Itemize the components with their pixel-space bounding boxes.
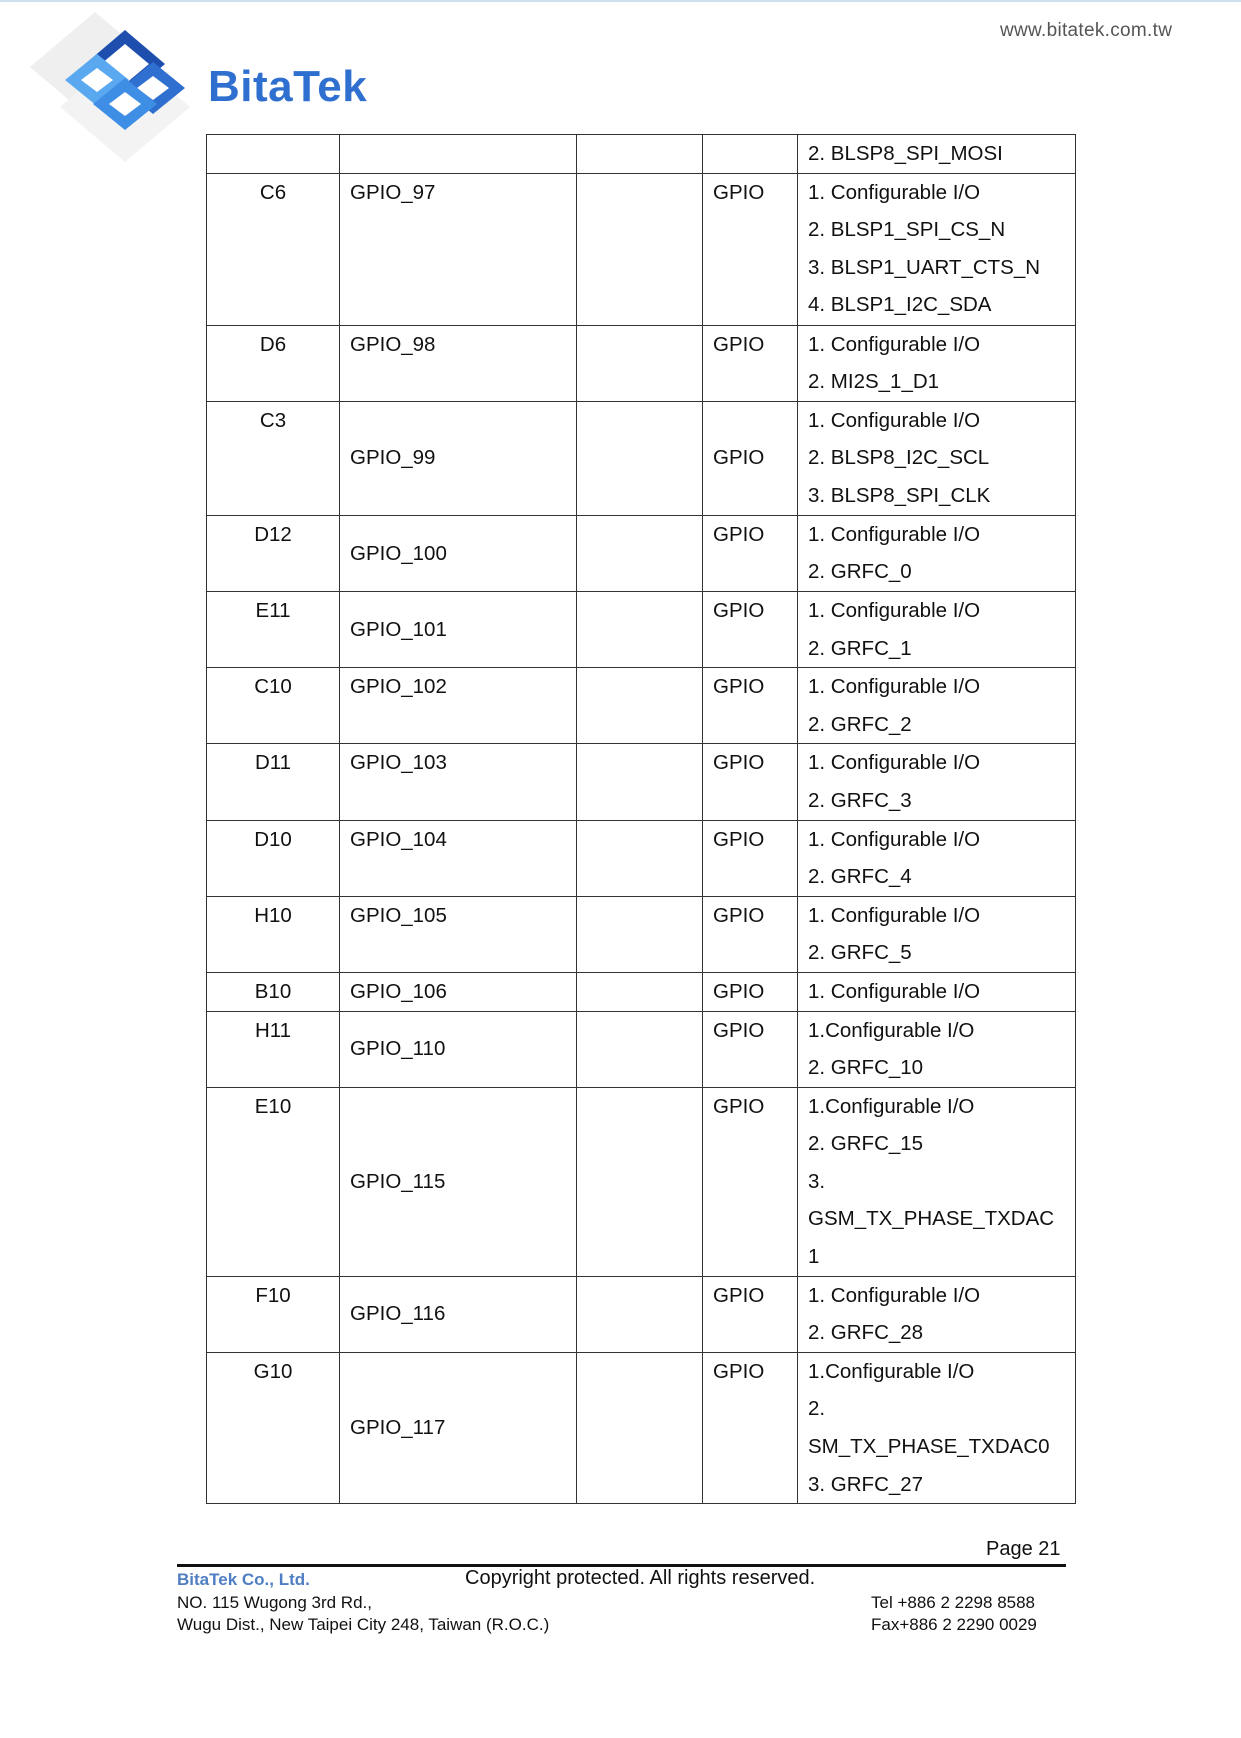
website-url[interactable]: www.bitatek.com.tw: [1000, 20, 1173, 41]
description-line: GSM_TX_PHASE_TXDAC: [808, 1207, 1055, 1231]
blank-cell: [577, 515, 703, 591]
description-line: 1. Configurable I/O: [808, 180, 981, 204]
description-line: 3. BLSP1_UART_CTS_N: [808, 255, 1041, 279]
description-cell: [798, 820, 1076, 896]
description-line: 2.: [808, 1397, 826, 1421]
type-cell: GPIO: [703, 744, 798, 820]
type-cell: GPIO: [703, 1087, 798, 1276]
blank-cell: [577, 1352, 703, 1503]
ball-cell: E10: [207, 1087, 340, 1276]
description-line: 1.Configurable I/O: [808, 1018, 975, 1042]
description-cell: [798, 972, 1076, 1011]
page-number: Page 21: [986, 1538, 1061, 1560]
blank-cell: [577, 668, 703, 744]
description-line: 3. BLSP8_SPI_CLK: [808, 483, 991, 507]
description-line: 2. MI2S_1_D1: [808, 370, 940, 394]
ball-cell: D6: [207, 325, 340, 401]
signal-name-cell: GPIO_117: [340, 1352, 577, 1503]
description-cell: [798, 515, 1076, 591]
description-cell: [798, 401, 1076, 515]
table-row: [207, 515, 1076, 591]
description-line: 2. GRFC_2: [808, 712, 912, 736]
description-line: 1. Configurable I/O: [808, 522, 981, 546]
description-line: 2. BLSP8_SPI_MOSI: [808, 142, 1003, 165]
table-row: [207, 173, 1076, 325]
ball-cell: E11: [207, 591, 340, 667]
ball-cell: C3: [207, 401, 340, 515]
ball-cell: D11: [207, 744, 340, 820]
description-cell: [798, 668, 1076, 744]
table-row: [207, 591, 1076, 667]
table-row: [207, 401, 1076, 515]
blank-cell: [577, 1276, 703, 1352]
ball-cell: [207, 135, 340, 174]
company-name: BitaTek Co., Ltd.: [177, 1570, 310, 1589]
description-line: 1. Configurable I/O: [808, 408, 981, 432]
address-line-1: NO. 115 Wugong 3rd Rd.,: [177, 1593, 372, 1612]
logo-mark-icon: [25, 12, 225, 182]
ball-cell: H11: [207, 1011, 340, 1087]
ball-cell: D10: [207, 820, 340, 896]
table-row: [207, 820, 1076, 896]
description-line: 1.Configurable I/O: [808, 1359, 975, 1383]
type-cell: GPIO: [703, 1011, 798, 1087]
description-line: 2. GRFC_10: [808, 1056, 924, 1080]
description-cell: [798, 591, 1076, 667]
description-line: 1: [808, 1245, 820, 1269]
type-cell: GPIO: [703, 591, 798, 667]
description-line: 2. GRFC_5: [808, 941, 912, 965]
table-row: [207, 1352, 1076, 1503]
signal-name-cell: GPIO_102: [340, 668, 577, 744]
signal-name-cell: GPIO_105: [340, 896, 577, 972]
blank-cell: [577, 135, 703, 174]
type-cell: GPIO: [703, 173, 798, 325]
signal-name-cell: [340, 135, 577, 174]
description-line: 2. GRFC_4: [808, 865, 912, 889]
type-cell: [703, 135, 798, 174]
signal-name-cell: GPIO_98: [340, 325, 577, 401]
blank-cell: [577, 173, 703, 325]
type-cell: GPIO: [703, 972, 798, 1011]
description-line: 1. Configurable I/O: [808, 903, 981, 927]
ball-cell: C10: [207, 668, 340, 744]
description-line: 2. BLSP1_SPI_CS_N: [808, 218, 1006, 242]
type-cell: GPIO: [703, 1276, 798, 1352]
table-row: [207, 668, 1076, 744]
address-line-2: Wugu Dist., New Taipei City 248, Taiwan (R.O.C.): [177, 1615, 550, 1634]
table-row: [207, 135, 1076, 174]
blank-cell: [577, 1087, 703, 1276]
description-line: 1. Configurable I/O: [808, 979, 981, 1003]
ball-cell: D12: [207, 515, 340, 591]
ball-cell: C6: [207, 173, 340, 325]
description-cell: [798, 1276, 1076, 1352]
description-line: 2. GRFC_3: [808, 788, 912, 812]
description-line: 2. GRFC_0: [808, 560, 912, 584]
top-rule: [0, 0, 1241, 2]
table-row: [207, 896, 1076, 972]
type-cell: GPIO: [703, 401, 798, 515]
description-line: 2. GRFC_28: [808, 1321, 924, 1345]
table-row: [207, 744, 1076, 820]
ball-cell: B10: [207, 972, 340, 1011]
fax: Fax+886 2 2290 0029: [871, 1615, 1037, 1634]
description-line: 2. BLSP8_I2C_SCL: [808, 446, 990, 470]
description-line: 1. Configurable I/O: [808, 751, 981, 775]
description-cell: [798, 744, 1076, 820]
signal-name-cell: GPIO_100: [340, 515, 577, 591]
pin-table: [206, 134, 1076, 1504]
ball-cell: G10: [207, 1352, 340, 1503]
blank-cell: [577, 325, 703, 401]
type-cell: GPIO: [703, 1352, 798, 1503]
signal-name-cell: GPIO_115: [340, 1087, 577, 1276]
description-line: SM_TX_PHASE_TXDAC0: [808, 1435, 1050, 1459]
description-line: 1. Configurable I/O: [808, 675, 981, 699]
blank-cell: [577, 1011, 703, 1087]
ball-cell: F10: [207, 1276, 340, 1352]
description-line: 3.: [808, 1169, 826, 1193]
signal-name-cell: GPIO_99: [340, 401, 577, 515]
table-row: [207, 1087, 1076, 1276]
signal-name-cell: GPIO_97: [340, 173, 577, 325]
description-cell: [798, 1011, 1076, 1087]
signal-name-cell: GPIO_106: [340, 972, 577, 1011]
blank-cell: [577, 591, 703, 667]
description-cell: [798, 1352, 1076, 1503]
description-line: 1. Configurable I/O: [808, 827, 981, 851]
description-cell: [798, 173, 1076, 325]
signal-name-cell: GPIO_104: [340, 820, 577, 896]
description-cell: [798, 325, 1076, 401]
telephone: Tel +886 2 2298 8588: [871, 1593, 1036, 1612]
ball-cell: H10: [207, 896, 340, 972]
type-cell: GPIO: [703, 325, 798, 401]
table-row: [207, 1276, 1076, 1352]
blank-cell: [577, 401, 703, 515]
blank-cell: [577, 972, 703, 1011]
table-row: [207, 972, 1076, 1011]
signal-name-cell: GPIO_101: [340, 591, 577, 667]
description-line: 3. GRFC_27: [808, 1472, 924, 1496]
description-line: 1. Configurable I/O: [808, 598, 981, 622]
description-line: 4. BLSP1_I2C_SDA: [808, 293, 992, 317]
type-cell: GPIO: [703, 515, 798, 591]
blank-cell: [577, 744, 703, 820]
description-line: 1. Configurable I/O: [808, 332, 981, 356]
signal-name-cell: GPIO_110: [340, 1011, 577, 1087]
description-line: 1.Configurable I/O: [808, 1094, 975, 1118]
type-cell: GPIO: [703, 896, 798, 972]
table-row: [207, 325, 1076, 401]
description-line: 1. Configurable I/O: [808, 1283, 981, 1307]
blank-cell: [577, 820, 703, 896]
type-cell: GPIO: [703, 668, 798, 744]
signal-name-cell: GPIO_103: [340, 744, 577, 820]
description-line: 2. GRFC_15: [808, 1132, 924, 1156]
blank-cell: [577, 896, 703, 972]
copyright-notice: Copyright protected. All rights reserved.: [465, 1567, 816, 1589]
description-cell: [798, 1087, 1076, 1276]
description-cell: [798, 896, 1076, 972]
description-line: 2. GRFC_1: [808, 636, 912, 660]
type-cell: GPIO: [703, 820, 798, 896]
table-row: [207, 1011, 1076, 1087]
brand-name: BitaTek: [208, 62, 368, 111]
signal-name-cell: GPIO_116: [340, 1276, 577, 1352]
description-cell: [798, 135, 1076, 174]
